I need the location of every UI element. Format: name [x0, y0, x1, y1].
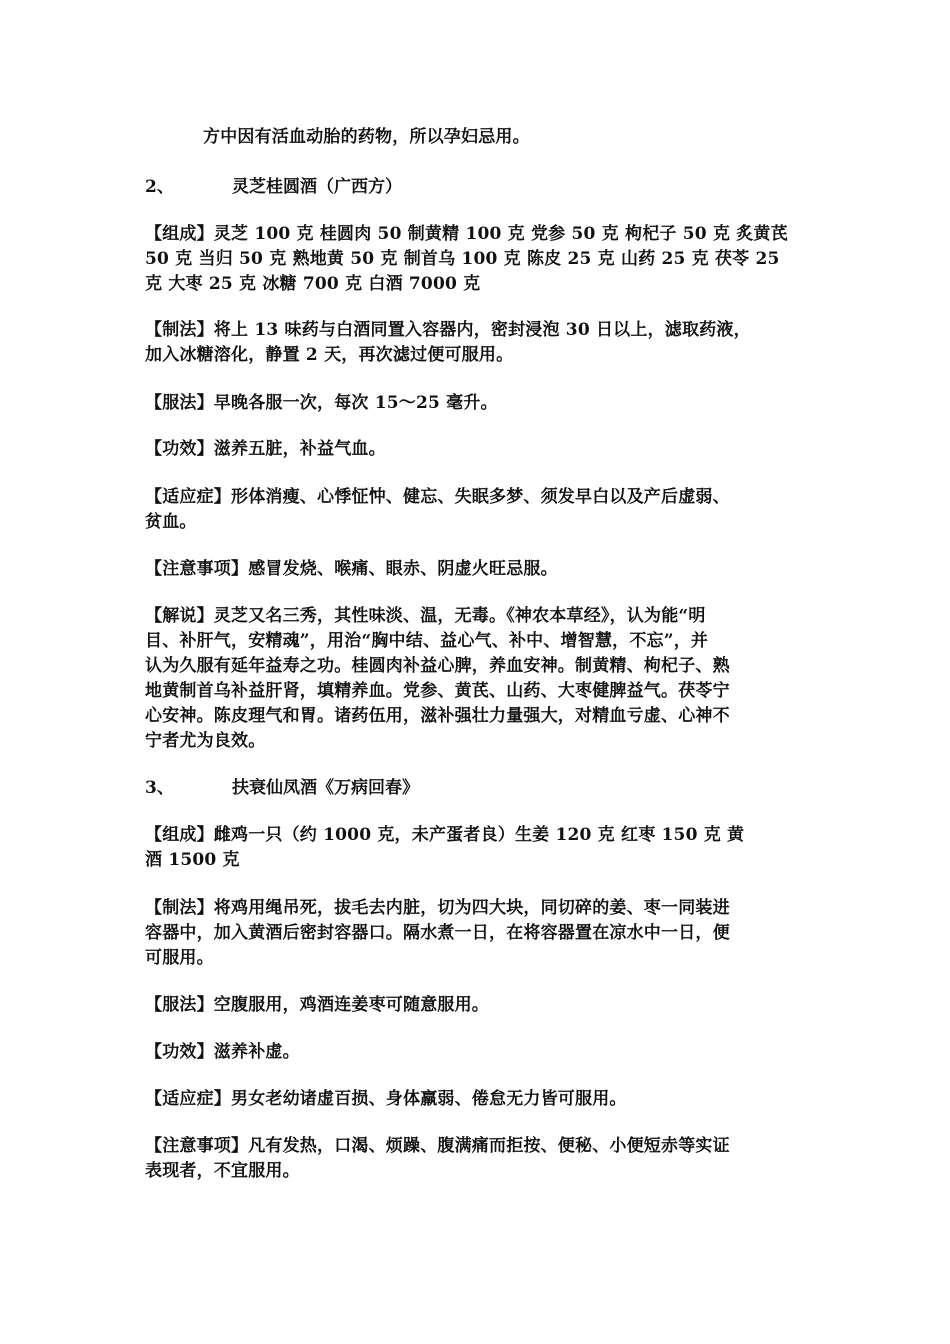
recipe-2-dosage: 【服法】早晚各服一次，每次 15～25 毫升。: [145, 393, 498, 413]
text-line: 容器中，加入黄酒后密封容器口。隔水煮一日，在将容器置在凉水中一日，便: [145, 923, 730, 943]
text-line: 目、补肝气，安精魂”，用治“胸中结、益心气、补中、增智慧，不忘”，并: [145, 631, 709, 651]
text-line: 酒 1500 克: [145, 850, 240, 870]
text-line: 认为久服有延年益寿之功。桂圆肉补益心脾，养血安神。制黄精、枸杞子、熟: [145, 656, 730, 676]
text-line: 【组成】灵芝 100 克 桂圆肉 50 制黄精 100 克 党参 50 克 枸杞子 50 克 炙黄芪: [145, 224, 788, 244]
recipe-2-efficacy: 【功效】滋养五脏，补益气血。: [145, 439, 386, 459]
text-line: 克 大枣 25 克 冰糖 700 克 白酒 7000 克: [145, 274, 481, 294]
text-line: 【适应症】形体消瘦、心悸怔忡、健忘、失眠多梦、须发早白以及产后虚弱、: [145, 487, 730, 507]
text-line: 50 克 当归 50 克 熟地黄 50 克 制首乌 100 克 陈皮 25 克 山药 25 克 茯苓 25: [145, 249, 780, 269]
text-line: 【组成】雌鸡一只（约 1000 克，未产蛋者良）生姜 120 克 红枣 150 克 黄: [145, 825, 745, 845]
recipe-2-cautions: 【注意事项】感冒发烧、喉痛、眼赤、阴虚火旺忌服。: [145, 559, 558, 579]
recipe-3-number: 3、: [145, 778, 174, 798]
intro-text: 方中因有活血动胎的药物，所以孕妇忌用。: [203, 127, 530, 147]
text-line: 加入冰糖溶化，静置 2 天，再次滤过便可服用。: [145, 345, 514, 365]
text-line: 贫血。: [145, 512, 197, 532]
recipe-3-title: 扶衰仙凤酒《万病回春》: [232, 778, 419, 798]
text-line: 表现者，不宜服用。: [145, 1161, 300, 1181]
text-line: 地黄制首乌补益肝肾，填精养血。党参、黄芪、山药、大枣健脾益气。茯苓宁: [145, 681, 730, 701]
recipe-2-number: 2、: [145, 177, 174, 197]
recipe-3-efficacy: 【功效】滋养补虚。: [145, 1042, 300, 1062]
text-line: 宁者尤为良效。: [145, 731, 266, 751]
recipe-3-dosage: 【服法】空腹服用，鸡酒连姜枣可随意服用。: [145, 995, 489, 1015]
text-line: 【制法】将上 13 味药与白酒同置入容器内，密封浸泡 30 日以上，滤取药液，: [145, 320, 751, 340]
text-line: 【解说】灵芝又名三秀，其性味淡、温，无毒。《神农本草经》，认为能“明: [145, 606, 706, 626]
recipe-3-indications: 【适应症】男女老幼诸虚百损、身体羸弱、倦怠无力皆可服用。: [145, 1089, 627, 1109]
text-line: 心安神。陈皮理气和胃。诸药伍用，滋补强壮力量强大，对精血亏虚、心神不: [145, 706, 730, 726]
text-line: 可服用。: [145, 948, 214, 968]
text-line: 【制法】将鸡用绳吊死，拔毛去内脏，切为四大块，同切碎的姜、枣一同装进: [145, 898, 730, 918]
recipe-2-title: 灵芝桂圆酒（广西方）: [232, 177, 402, 197]
text-line: 【注意事项】凡有发热，口渴、烦躁、腹满痛而拒按、便秘、小便短赤等实证: [145, 1136, 730, 1156]
